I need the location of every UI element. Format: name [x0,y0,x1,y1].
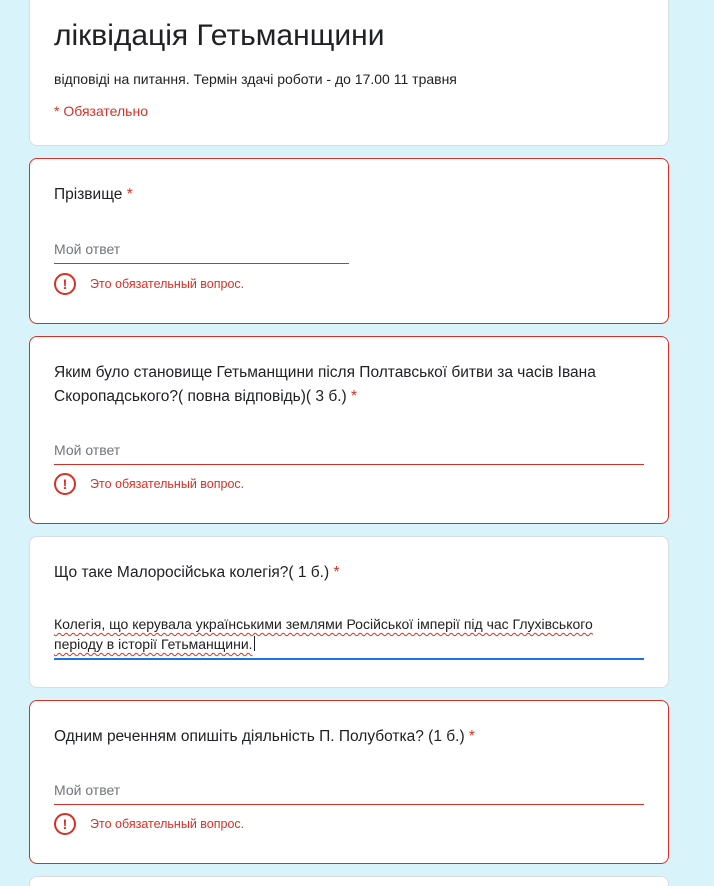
required-note: * Обязательно [54,103,148,119]
collegium-answer-input[interactable] [54,614,644,660]
error-message: Это обязательный вопрос. [90,277,245,291]
question-card-surname [29,158,669,324]
required-asterisk: * [468,728,475,745]
error-row [54,472,244,496]
error-row [54,812,244,836]
answer-text: Колегія, що керувала українськими землями Російської імперії під час Глухівського періоду в історії Гетьманщини. [54,616,593,652]
error-message: Это обязательный вопрос. [90,817,245,831]
question-label: Яким було становище Гетьманщини після Полтавської битви за часів Івана Скоропадського?( повна відповідь)( 3 б.) * [54,364,596,405]
form-description: відповіді на питання. Термін здачі роботи - до 17.00 11 травня [54,71,457,87]
error-circle-icon: ! [54,473,76,495]
question-label: Прізвище * [54,186,133,203]
surname-input[interactable]: Мой ответ [54,239,349,264]
question-card-collegium [29,536,669,688]
question-card-next [29,876,669,886]
form-title: ліквідація Гетьманщини [54,19,385,52]
question-label: Одним реченням опишіть діяльність П. Полуботка? (1 б.) * [54,728,475,745]
question-card-polubotok [29,700,669,864]
error-circle-icon: ! [54,273,76,295]
error-message: Это обязательный вопрос. [90,477,245,491]
question-label: Що таке Малоросійська колегія?( 1 б.) * [54,564,340,581]
form-header-card [29,0,669,146]
skoropadsky-answer-input[interactable]: Мой ответ [54,440,644,465]
required-asterisk: * [350,388,358,405]
required-asterisk: * [126,186,133,203]
required-asterisk: * [333,564,340,581]
error-row [54,272,244,296]
error-circle-icon: ! [54,813,76,835]
question-card-skoropadsky [29,336,669,524]
text-caret [254,636,255,651]
polubotok-answer-input[interactable]: Мой ответ [54,780,644,805]
